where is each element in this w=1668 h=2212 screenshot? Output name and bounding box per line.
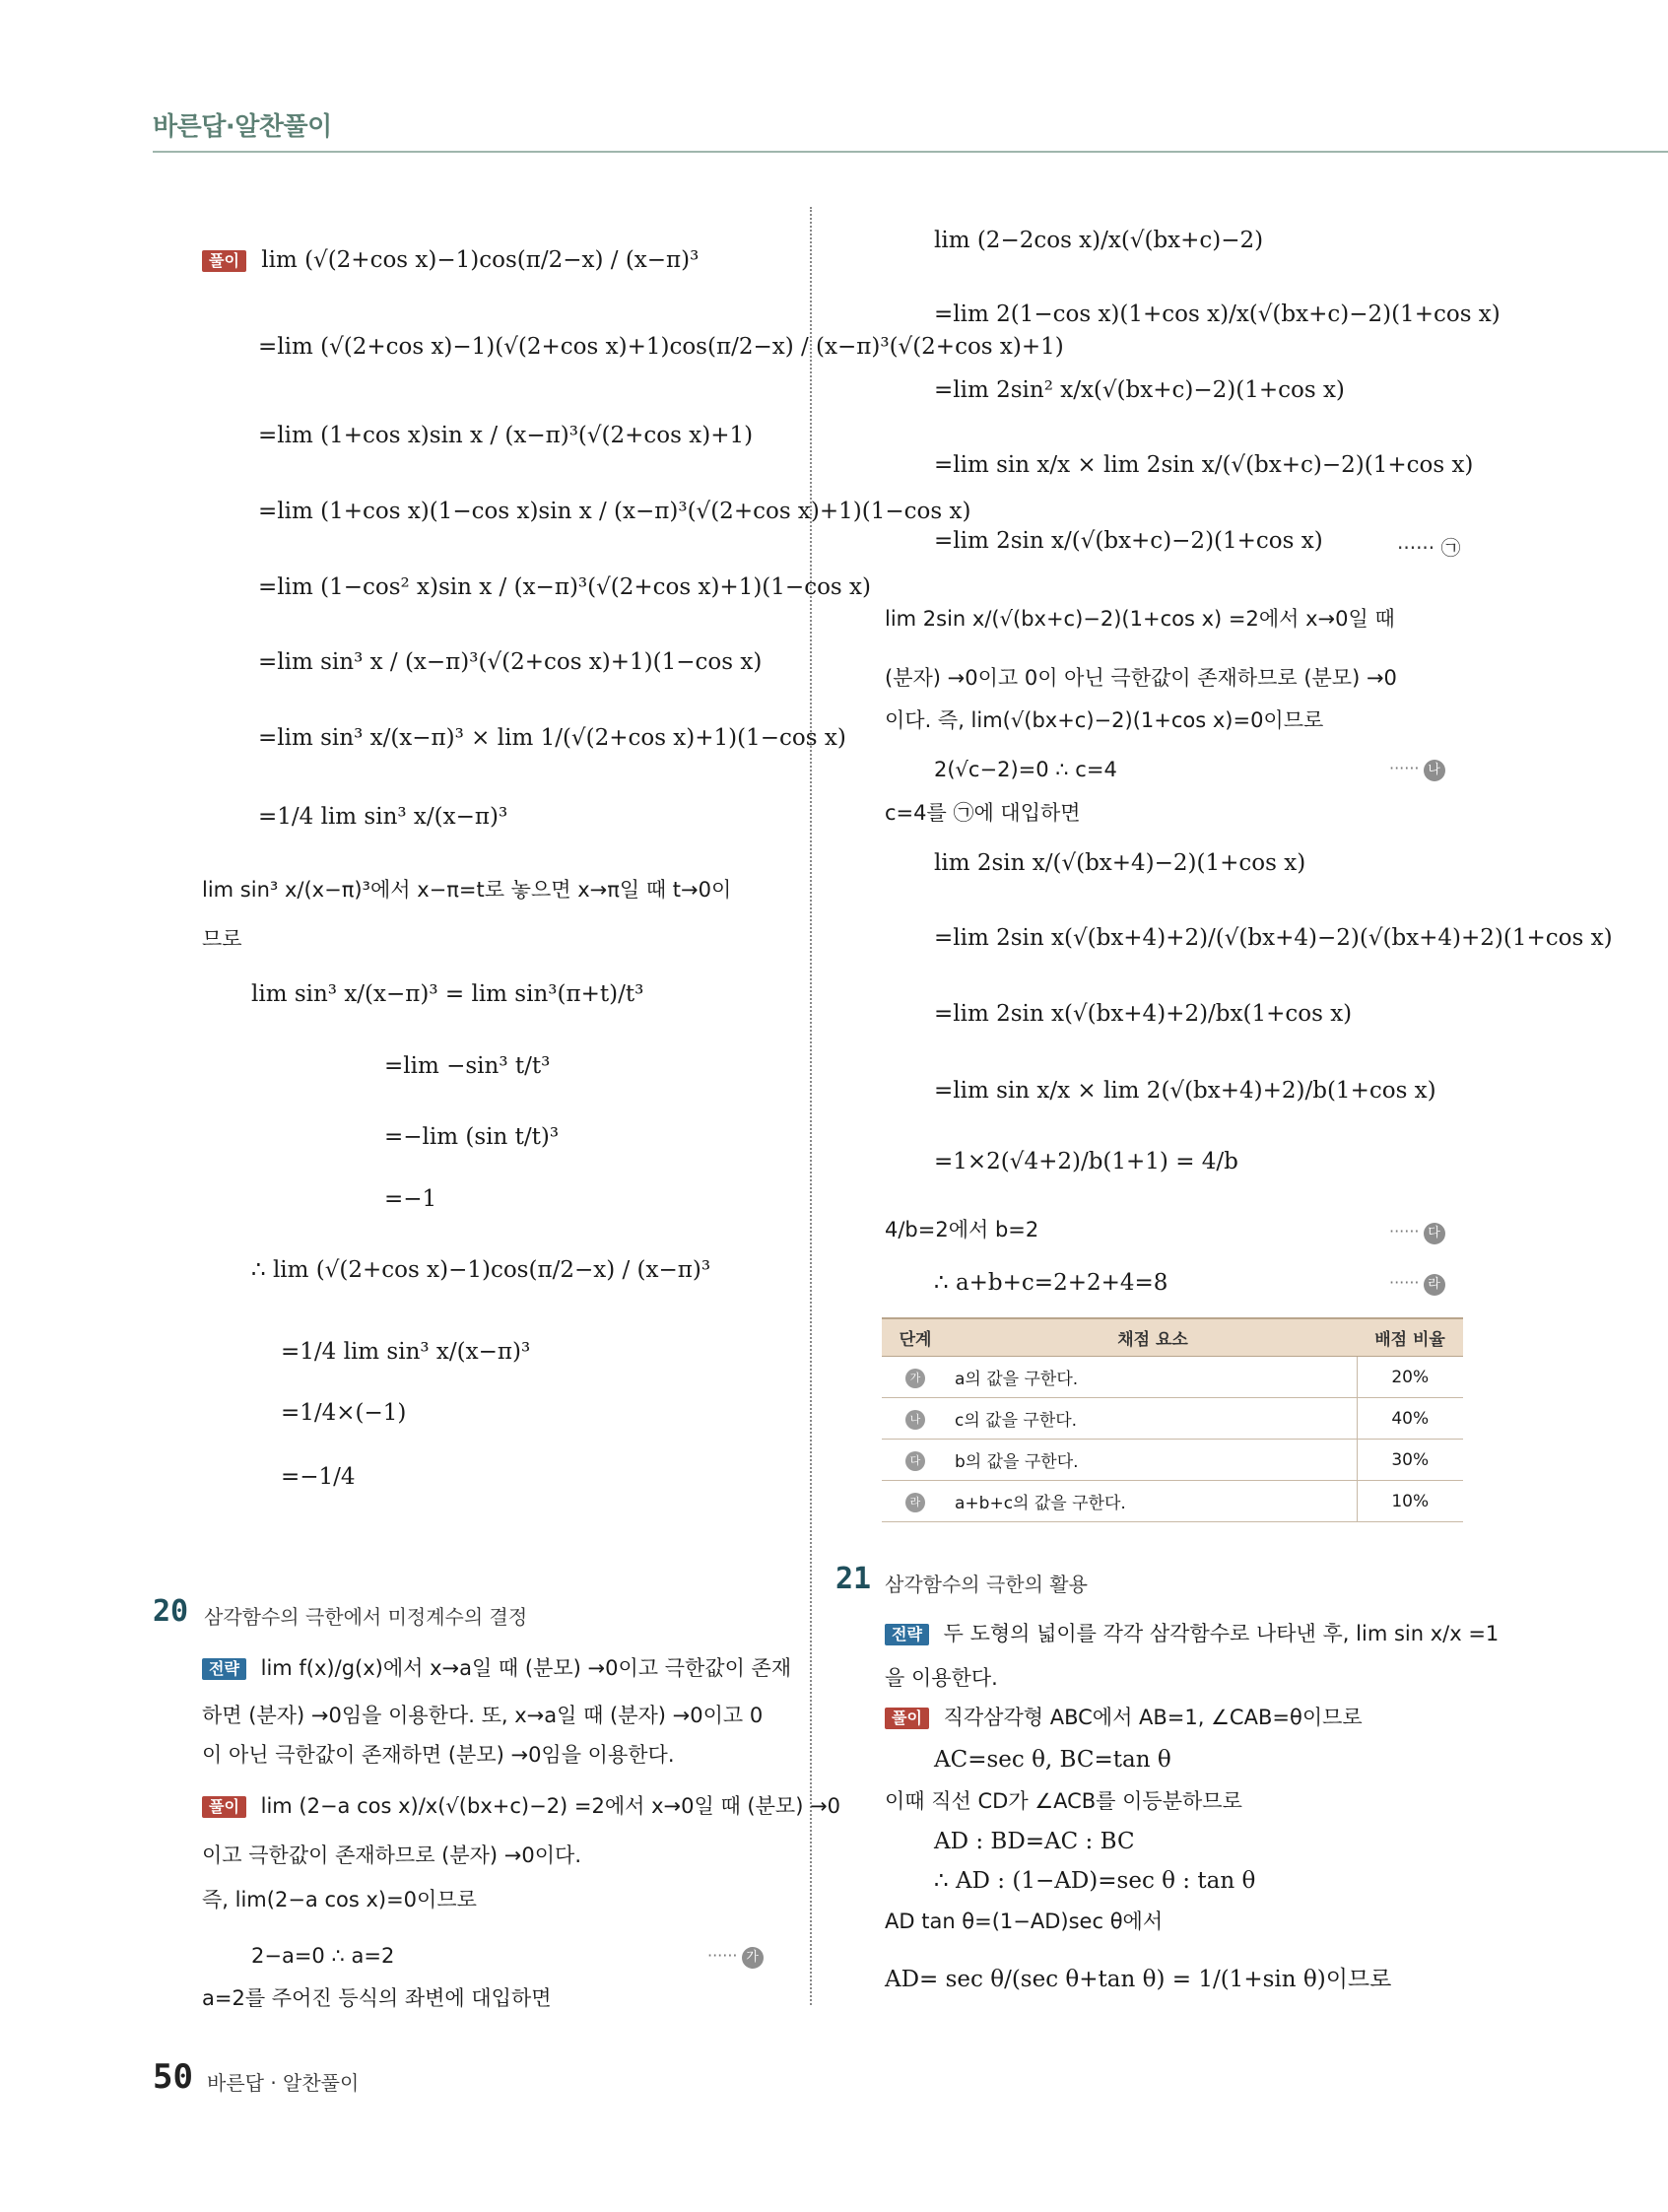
score-header-pct: 배점 비율: [1357, 1318, 1463, 1357]
right-line-1: =lim 2(1−cos x)(1+cos x)/x(√(bx+c)−2)(1+cos x): [934, 302, 1501, 327]
strategy-tag: 전략: [202, 1658, 246, 1680]
q21-number: 21: [835, 1562, 872, 1596]
score-pct: 40%: [1357, 1398, 1463, 1440]
left-concl-3: =−1/4: [281, 1464, 356, 1490]
right-line2-2: =lim 2sin x(√(bx+4)+2)/bx(1+cos x): [934, 1001, 1353, 1027]
q21-strategy-1: [885, 1621, 1499, 1646]
q21-strategy-tag: 전략: [885, 1624, 929, 1645]
marker-ga: 가: [742, 1947, 764, 1969]
q20-sol-text-2: 이고 극한값이 존재하므로 (분자) →0이다.: [202, 1843, 582, 1867]
right-line2-3: =lim sin x/x × lim 2(√(bx+4)+2)/b(1+cos x): [934, 1078, 1436, 1104]
q21-sol-4: AD : BD=AC : BC: [934, 1829, 1135, 1854]
q21-sol-2: AC=sec θ, BC=tan θ: [934, 1747, 1171, 1773]
marker-ra: 라: [1424, 1274, 1445, 1296]
column-divider: [810, 207, 812, 2005]
right-marker-a: ······ ㉠: [1397, 536, 1461, 560]
q20-sol-text-1: lim (2−a cos x)/x(√(bx+c)−2) =2에서 x→0일 때 (분모) →0: [260, 1794, 841, 1818]
left-concl-0: ∴ lim (√(2+cos x)−1)cos(π/2−x) / (x−π)³: [251, 1257, 711, 1283]
right-line-3: =lim sin x/x × lim 2sin x/(√(bx+c)−2)(1+cos x): [934, 452, 1474, 478]
q20-solution-tag: 풀이: [202, 1796, 246, 1818]
right-text-2: (분자) →0이고 0이 아닌 극한값이 존재하므로 (분모) →0: [885, 666, 1397, 690]
score-header-row: [882, 1318, 1463, 1357]
q21-sol-1: 직각삼각형 ABC에서 AB=1, ∠CAB=θ이므로: [943, 1706, 1363, 1729]
footer-title: 바른답 · 알찬풀이: [207, 2071, 360, 2095]
right-line2-1: =lim 2sin x(√(bx+4)+2)/(√(bx+4)−2)(√(bx+4)+2)(1+cos x): [934, 925, 1613, 951]
left-subtext-1: lim sin³ x/(x−π)³에서 x−π=t로 놓으면 x→π일 때 t→0이: [202, 878, 732, 902]
score-item: b의 값을 구한다.: [949, 1440, 1357, 1481]
left-line-1: =lim (√(2+cos x)−1)(√(2+cos x)+1)cos(π/2−x) / (x−π)³(√(2+cos x)+1): [258, 334, 1064, 360]
q21-sol-7: AD= sec θ/(sec θ+tan θ) = 1/(1+sin θ)이므로: [885, 1967, 1392, 1992]
right-line-2: =lim 2sin² x/x(√(bx+c)−2)(1+cos x): [934, 377, 1345, 403]
score-header-item: 채점 요소: [949, 1318, 1357, 1357]
left-subtext-2: 므로: [202, 927, 242, 951]
q21-sol-6: AD tan θ=(1−AD)sec θ에서: [885, 1910, 1164, 1933]
q20-sol-text-5: a=2를 주어진 등식의 좌변에 대입하면: [202, 1986, 552, 2010]
marker-na: 나: [1424, 760, 1445, 781]
marker-giyeok: ㉠: [1440, 536, 1461, 560]
left-sub-1: =lim −sin³ t/t³: [384, 1053, 551, 1079]
q20-title: 삼각함수의 극한에서 미정계수의 결정: [204, 1605, 528, 1629]
score-header-step: 단계: [882, 1318, 949, 1357]
q20-solution-1: [202, 1793, 840, 1819]
right-line-0: lim (2−2cos x)/x(√(bx+c)−2): [934, 228, 1264, 253]
q20-strategy-3: 이 아닌 극한값이 존재하면 (분모) →0임을 이용한다.: [202, 1743, 675, 1767]
left-line-7: =1/4 lim sin³ x/(x−π)³: [258, 804, 508, 830]
q21-sol-5: ∴ AD : (1−AD)=sec θ : tan θ: [934, 1868, 1256, 1894]
q21-title: 삼각함수의 극한의 활용: [885, 1573, 1088, 1596]
left-line-0: [202, 246, 699, 275]
q21-solution-tag: 풀이: [885, 1708, 929, 1729]
score-pct: 30%: [1357, 1440, 1463, 1481]
q20-number: 20: [153, 1594, 189, 1629]
score-table: [882, 1317, 1463, 1522]
q20-strategy-text-1: lim f(x)/g(x)에서 x→a일 때 (분모) →0이고 극한값이 존재: [260, 1656, 792, 1680]
right-text-7: ∴ a+b+c=2+2+4=8: [934, 1270, 1168, 1296]
q20-strategy-1: [202, 1655, 791, 1681]
q20-sol-text-3: 즉, lim(2−a cos x)=0이므로: [202, 1888, 477, 1911]
left-math-0: lim (√(2+cos x)−1)cos(π/2−x) / (x−π)³: [261, 247, 700, 273]
left-sub-0: lim sin³ x/(x−π)³ = lim sin³(π+t)/t³: [251, 981, 644, 1007]
q20-strategy-2: 하면 (분자) →0임을 이용한다. 또, x→a일 때 (분자) →0이고 0: [202, 1704, 764, 1727]
left-line-4: =lim (1−cos² x)sin x / (x−π)³(√(2+cos x)+1)(1−cos x): [258, 574, 871, 600]
left-line-2: =lim (1+cos x)sin x / (x−π)³(√(2+cos x)+1): [258, 423, 754, 448]
score-pct: 20%: [1357, 1357, 1463, 1398]
score-step: 가: [905, 1369, 925, 1388]
score-step: 나: [905, 1410, 925, 1430]
solution-tag: 풀이: [202, 250, 246, 272]
right-marker-c: ······ 다: [1389, 1222, 1445, 1244]
right-marker-b: ······ 나: [1389, 759, 1445, 781]
right-text-6: 4/b=2에서 b=2: [885, 1218, 1039, 1241]
header-title: 바른답·알찬풀이: [153, 112, 332, 142]
left-concl-1: =1/4 lim sin³ x/(x−π)³: [281, 1339, 531, 1365]
score-item: c의 값을 구한다.: [949, 1398, 1357, 1440]
q20-sol-text-4: 2−a=0 ∴ a=2: [251, 1944, 395, 1968]
left-sub-2: =−lim (sin t/t)³: [384, 1124, 560, 1150]
left-line-3: =lim (1+cos x)(1−cos x)sin x / (x−π)³(√(2+cos x)+1)(1−cos x): [258, 499, 971, 524]
left-sub-3: =−1: [384, 1186, 437, 1212]
score-item: a의 값을 구한다.: [949, 1357, 1357, 1398]
score-step: 다: [905, 1451, 925, 1471]
right-text-1: lim 2sin x/(√(bx+c)−2)(1+cos x) =2에서 x→0일 때: [885, 607, 1395, 631]
table-row: [882, 1398, 1463, 1440]
header-rule: [153, 151, 1668, 153]
right-text-4: 2(√c−2)=0 ∴ c=4: [934, 758, 1117, 781]
right-marker-d: ······ 라: [1389, 1273, 1445, 1296]
score-step: 라: [905, 1493, 925, 1512]
left-line-6: =lim sin³ x/(x−π)³ × lim 1/(√(2+cos x)+1)(1−cos x): [258, 725, 846, 751]
right-text-5: c=4를 ㉠에 대입하면: [885, 801, 1081, 825]
table-row: [882, 1481, 1463, 1522]
right-line-4: =lim 2sin x/(√(bx+c)−2)(1+cos x): [934, 528, 1323, 554]
score-item: a+b+c의 값을 구한다.: [949, 1481, 1357, 1522]
right-text-3: 이다. 즉, lim(√(bx+c)−2)(1+cos x)=0이므로: [885, 708, 1324, 732]
page-number: 50: [153, 2057, 193, 2097]
q21-sol-3: 이때 직선 CD가 ∠ACB를 이등분하므로: [885, 1789, 1242, 1813]
q21-solution-1: [885, 1705, 1363, 1730]
right-line2-0: lim 2sin x/(√(bx+4)−2)(1+cos x): [934, 850, 1306, 876]
left-concl-2: =1/4×(−1): [281, 1400, 407, 1426]
marker-da: 다: [1424, 1223, 1445, 1244]
table-row: [882, 1440, 1463, 1481]
q20-marker: ······ 가: [707, 1946, 764, 1969]
score-pct: 10%: [1357, 1481, 1463, 1522]
left-line-5: =lim sin³ x / (x−π)³(√(2+cos x)+1)(1−cos x): [258, 649, 763, 675]
right-line2-4: =1×2(√4+2)/b(1+1) = 4/b: [934, 1149, 1238, 1174]
q21-strategy-text-1: 두 도형의 넓이를 각각 삼각함수로 나타낸 후, lim sin x/x =1: [943, 1622, 1500, 1645]
q21-strategy-text-2: 을 이용한다.: [885, 1666, 998, 1690]
table-row: [882, 1357, 1463, 1398]
